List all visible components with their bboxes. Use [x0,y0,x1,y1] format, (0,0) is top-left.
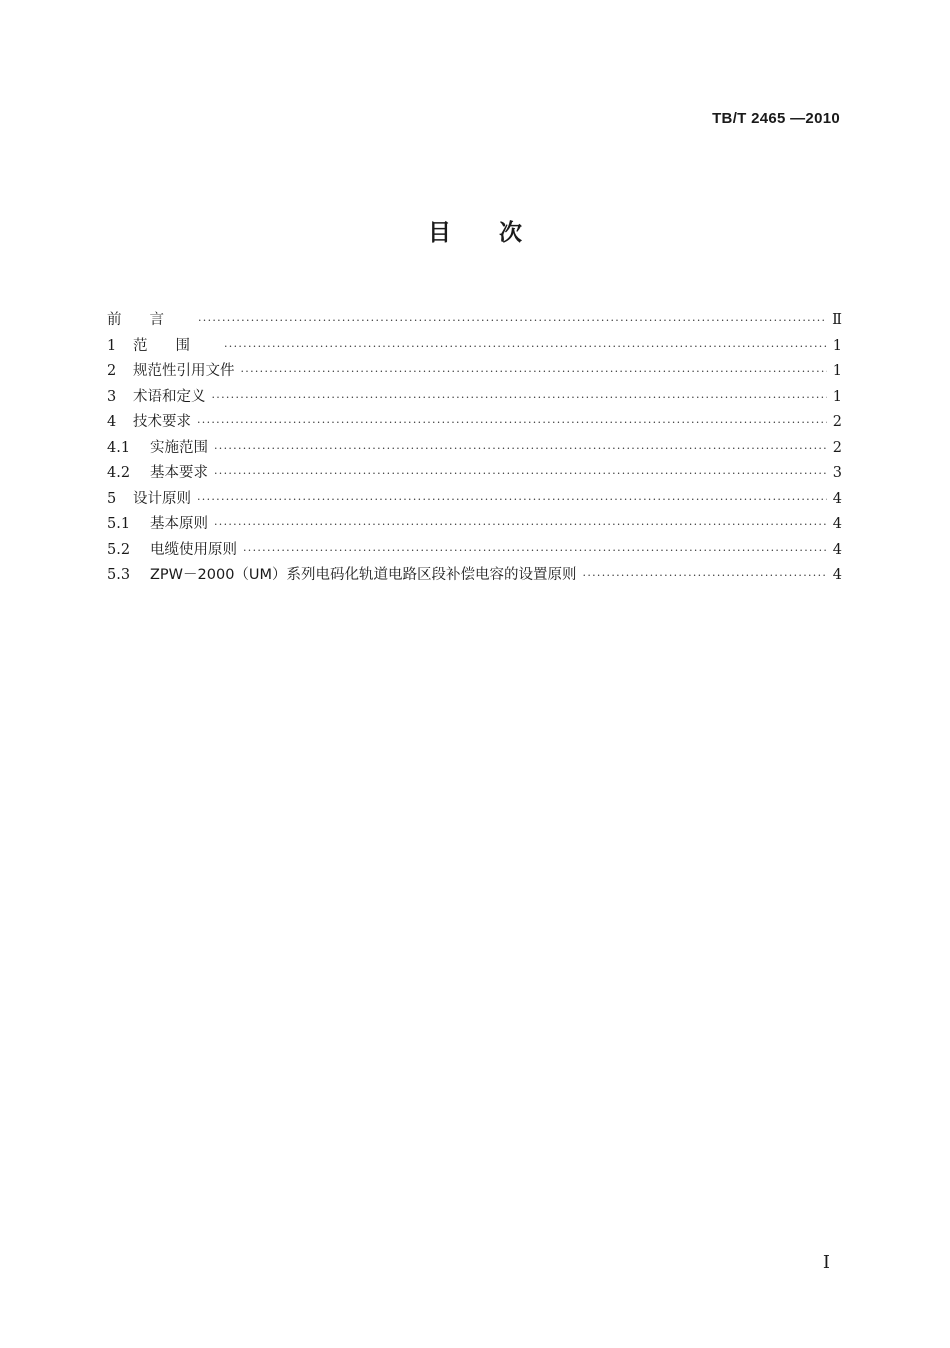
toc-leader-dots [197,493,827,506]
toc-entry-label: 设计原则 [133,490,191,507]
toc-entry-page: 1 [832,363,842,379]
toc-leader-dots [214,442,827,455]
toc-entry-foreword[interactable] [107,308,842,334]
table-of-contents [107,308,842,589]
toc-entry-label: ZPW－2000（UM）系列电码化轨道电路区段补偿电容的设置原则 [150,567,577,583]
toc-leader-dots [198,314,826,327]
toc-entry-number: 2 [107,363,117,379]
toc-entry-number: 1 [107,337,117,354]
toc-entry-normative-references[interactable] [107,359,842,385]
toc-entry-number: 3 [107,388,117,405]
toc-entry-number: 5 [107,490,117,507]
toc-entry-page: 4 [832,567,842,583]
page-number: I [822,1252,830,1273]
toc-entry-label: 范围 [133,337,218,354]
toc-entry-page: 4 [832,516,842,532]
toc-entry-label: 术语和定义 [133,388,206,405]
toc-entry-cable-principles[interactable] [107,538,842,564]
toc-leader-dots [243,544,827,557]
toc-entry-page: 4 [832,541,842,558]
toc-entry-page: 3 [832,465,842,481]
toc-entry-label: 电缆使用原则 [150,541,237,558]
toc-entry-number: 5.3 [107,567,131,583]
document-code: TB/T 2465 —2010 [712,110,840,127]
toc-entry-number: 4.2 [107,465,131,481]
toc-entry-page: 1 [832,388,842,405]
toc-entry-page: 1 [832,337,842,354]
toc-leader-dots [212,391,827,404]
toc-leader-dots [214,467,827,480]
toc-entry-label: 规范性引用文件 [133,363,235,379]
toc-entry-implementation-scope[interactable] [107,436,842,462]
toc-entry-basic-requirements[interactable] [107,461,842,487]
toc-entry-label: 技术要求 [133,414,191,430]
toc-entry-capacitor-principles[interactable] [107,563,842,589]
toc-entry-terms-definitions[interactable] [107,385,842,411]
toc-entry-number: 5.1 [107,516,131,532]
toc-entry-number: 4.1 [107,439,131,456]
toc-entry-design-principles[interactable] [107,487,842,513]
toc-entry-number: 4 [107,414,117,430]
toc-entry-page: 2 [832,414,842,430]
toc-entry-label: 实施范围 [150,439,208,456]
toc-entry-label: 基本原则 [150,516,208,532]
toc-leader-dots [214,518,827,531]
toc-title: 目次 [428,220,570,246]
toc-entry-label: 基本要求 [150,465,208,481]
toc-leader-dots [224,340,827,353]
toc-entry-page: 4 [832,490,842,507]
toc-leader-dots [583,569,827,582]
toc-leader-dots [197,416,827,429]
toc-entry-label: 前言 [107,312,192,328]
toc-leader-dots [241,365,827,378]
toc-entry-number: 5.2 [107,541,131,558]
toc-entry-basic-principles[interactable] [107,512,842,538]
toc-entry-page: 2 [832,439,842,456]
toc-entry-technical-requirements[interactable] [107,410,842,436]
toc-entry-scope[interactable] [107,334,842,360]
toc-entry-page: Ⅱ [832,312,842,328]
